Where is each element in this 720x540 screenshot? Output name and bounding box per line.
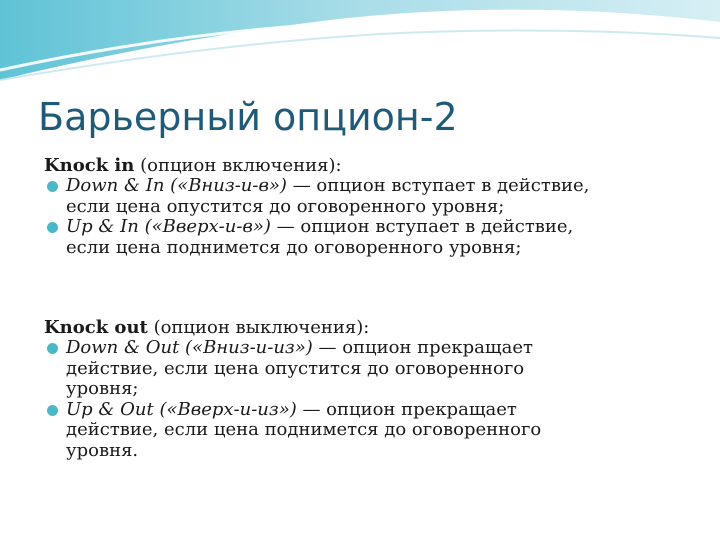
- bullet-text: — опцион вступает в действие,: [270, 216, 574, 237]
- knock-in-description: (опцион включения):: [134, 155, 342, 176]
- bullet-text: — опцион прекращает: [296, 398, 517, 420]
- bullet-text: — опцион вступает в действие,: [286, 175, 590, 196]
- term-up-in: Up & In («Вверх-и-в»): [66, 216, 271, 237]
- knock-in-label: Knock in: [44, 155, 135, 176]
- knock-in-section: [44, 155, 690, 258]
- knock-in-heading: [44, 155, 690, 176]
- bullet-text: уровня;: [66, 378, 139, 399]
- knock-out-description: (опцион выключения):: [147, 317, 370, 338]
- header-wave-decoration: [0, 0, 720, 90]
- bullet-item-up-out: [44, 400, 690, 462]
- term-up-out: Up & Out («Вверх-и-из»): [66, 398, 297, 420]
- bullet-item-up-in: [44, 217, 690, 258]
- bullet-text: действие, если цена опустится до оговоренного: [66, 357, 525, 379]
- bullet-icon: [47, 222, 58, 233]
- bullet-text: действие, если цена поднимется до оговоренного: [66, 419, 542, 440]
- bullet-text: если цена опустится до оговоренного уровня;: [66, 195, 505, 217]
- bullet-text: — опцион прекращает: [312, 337, 533, 358]
- knock-out-label: Knock out: [44, 317, 148, 338]
- knock-out-section: [44, 317, 690, 461]
- knock-out-heading: [44, 317, 690, 338]
- bullet-icon: [47, 405, 58, 416]
- bullet-item-down-in: [44, 176, 690, 217]
- bullet-item-down-out: [44, 338, 690, 400]
- bullet-icon: [47, 181, 58, 192]
- bullet-text: уровня.: [66, 439, 139, 461]
- term-down-in: Down & In («Вниз-и-в»): [66, 175, 287, 196]
- bullet-text: если цена поднимется до оговоренного уровня;: [66, 236, 522, 258]
- bullet-icon: [47, 343, 58, 354]
- slide-title: Барьерный опцион-2: [38, 95, 458, 139]
- term-down-out: Down & Out («Вниз-и-из»): [66, 337, 313, 358]
